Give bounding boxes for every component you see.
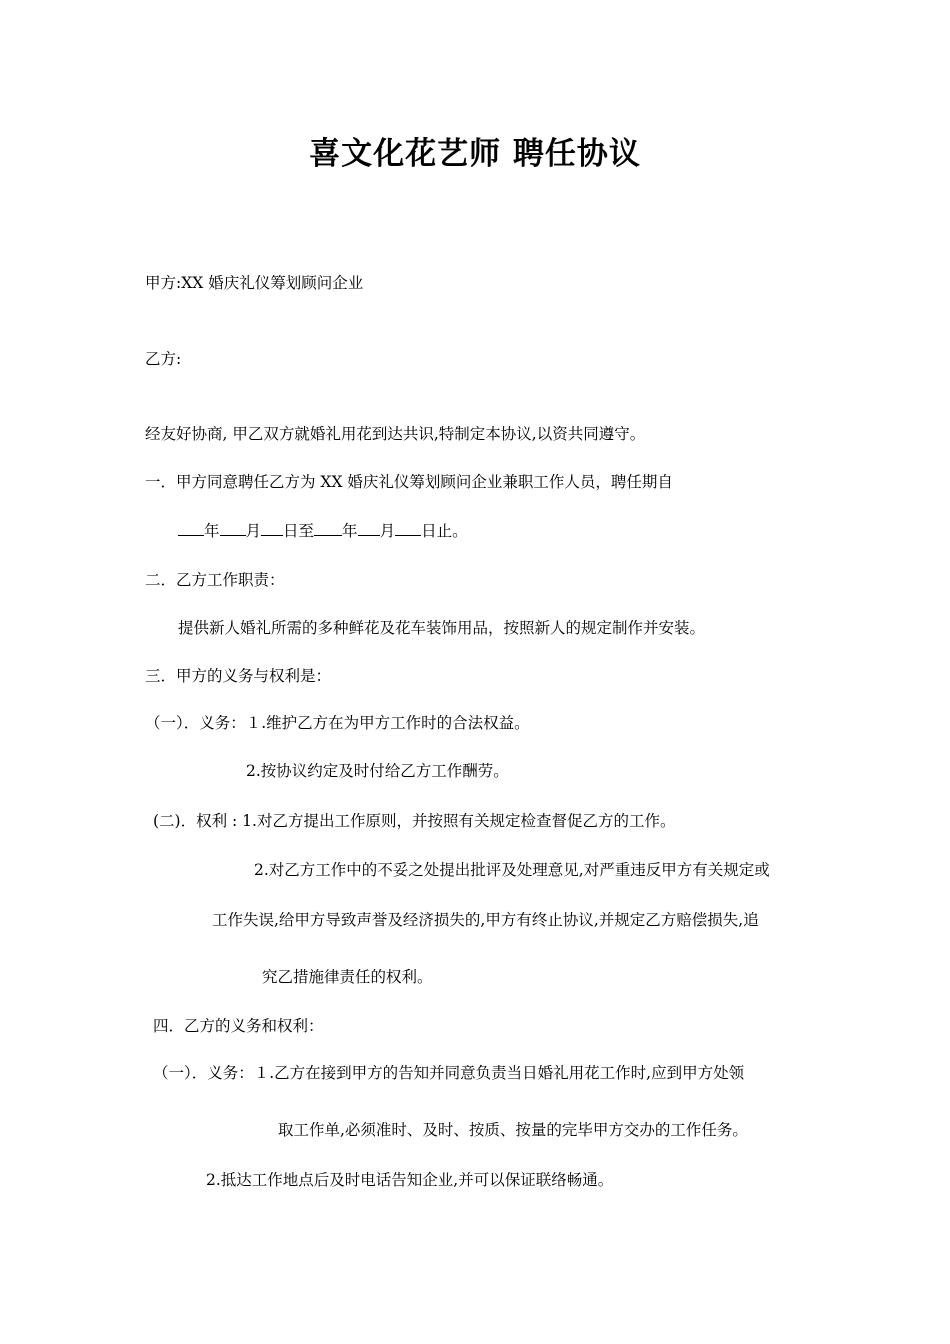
period-month-label: 月 [245,522,262,540]
section-2-heading: 二．乙方工作职责： [145,571,285,589]
period-day-to-label: 日至 [283,522,315,540]
blank-field [395,521,421,536]
blank-field [314,521,342,536]
section-3-duty-2: 2.按协议约定及时付给乙方工作酬劳。 [246,762,509,780]
period-month-label: 月 [379,522,396,540]
section-4-duty-2: 2.抵达工作地点后及时电话告知企业,并可以保证联络畅通。 [206,1171,614,1189]
blank-field [261,521,283,536]
appointment-period [178,521,468,541]
period-day-end-label: 日止。 [421,522,468,540]
blank-field [178,521,204,536]
section-3-right-2-cont: 工作失误,给甲方导致声誉及经济损失的,甲方有终止协议,并规定乙方赔偿损失,追 [212,911,759,929]
section-3-right-1: (二)．权利 : 1.对乙方提出工作原则，并按照有关规定检查督促乙方的工作。 [153,812,676,830]
section-3-heading: 三．甲方的义务与权利是： [145,667,332,685]
blank-field [358,521,380,536]
section-1-text: 一．甲方同意聘任乙方为 XX 婚庆礼仪筹划顾问企业兼职工作人员，聘任期自 [145,473,673,491]
section-3-right-2: 2.对乙方工作中的不妥之处提出批评及处理意见,对严重违反甲方有关规定或 [254,861,770,879]
section-4-heading: 四．乙方的义务和权利： [153,1017,324,1035]
section-2-body: 提供新人婚礼所需的多种鲜花及花车装饰用品，按照新人的规定制作并安装。 [178,619,706,637]
intro-paragraph: 经友好协商, 甲乙双方就婚礼用花到达共识,特制定本协议,以资共同遵守。 [145,425,646,443]
period-year-label: 年 [342,522,358,540]
document-title: 喜文化花艺师 聘任协议 [309,136,641,172]
section-4-duty-1: （一）．义务：１.乙方在接到甲方的告知并同意负责当日婚礼用花工作时,应到甲方处领 [153,1064,745,1082]
section-4-duty-1-cont: 取工作单,必须准时、及时、按质、按量的完毕甲方交办的工作任务。 [278,1121,748,1139]
blank-field [220,521,246,536]
section-3-duty-1: （一）．义务：１.维护乙方在为甲方工作时的合法权益。 [145,714,530,732]
party-a-line: 甲方:XX 婚庆礼仪筹划顾问企业 [145,274,364,292]
period-year-label: 年 [204,522,220,540]
section-3-right-2-end: 究乙措施律责任的权利。 [262,968,433,986]
party-b-line: 乙方: [145,350,182,368]
